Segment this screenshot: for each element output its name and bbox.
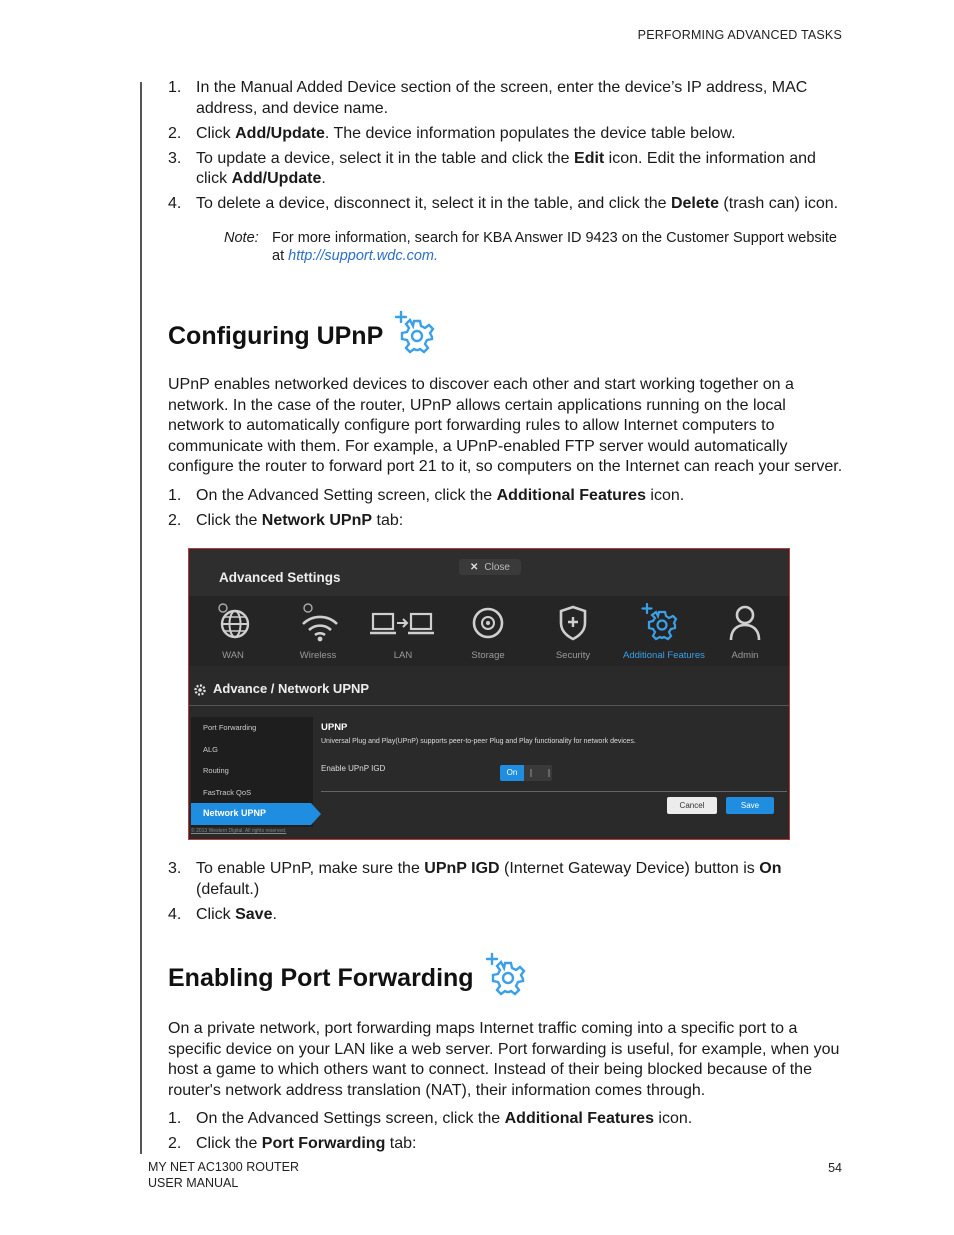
step-text: On the Advanced Setting screen, click the xyxy=(196,486,497,504)
support-link[interactable]: http://support.wdc.com. xyxy=(288,247,439,264)
list-item xyxy=(168,1134,844,1155)
fig-tab-wan[interactable] xyxy=(197,602,269,661)
main-content xyxy=(168,78,844,265)
step-text: Click xyxy=(196,905,236,923)
steps-list-a xyxy=(168,78,844,215)
step-emphasis: Additional Features xyxy=(496,486,646,504)
step-emphasis: Add/Update xyxy=(235,124,325,142)
step-number: 2. xyxy=(168,511,182,529)
step-text: (trash can) icon. xyxy=(718,195,839,212)
step-emphasis: On xyxy=(759,860,782,877)
section-heading-upnp xyxy=(168,310,844,363)
fig-close-label: Close xyxy=(484,561,510,573)
fig-tab-label: Storage xyxy=(471,650,505,661)
router-advanced-settings-screenshot xyxy=(188,548,790,840)
fig-tab-label: Additional Features xyxy=(623,650,705,661)
steps-list-b xyxy=(168,486,844,532)
step-number: 3. xyxy=(168,149,182,167)
step-text: Click xyxy=(196,124,236,142)
step-number: 1. xyxy=(168,486,182,504)
step-text: To delete a device, disconnect it, select it in the table, and click the xyxy=(196,195,671,212)
steps-list-d xyxy=(168,1109,844,1155)
fig-sidebar-item-alg[interactable]: ALG xyxy=(203,744,219,754)
step-number: 1. xyxy=(168,1110,182,1127)
fig-tab-admin[interactable] xyxy=(709,602,781,661)
list-item xyxy=(168,905,844,926)
section-title-upnp: Configuring UPnP xyxy=(168,322,384,350)
fig-upnp-panel xyxy=(319,717,789,827)
step-text: To enable UPnP, make sure the xyxy=(196,860,425,877)
port-forwarding-description: On a private network, port forwarding maps Internet traffic coming into a specific port to a specific device on your LAN like a web server. Port forwarding is useful, for example, when you host a game to which others want to connect. Instead of their being blocked because of the router's network address translation (NAT), their information comes through. xyxy=(168,1020,840,1099)
wifi-icon xyxy=(294,602,342,644)
step-number: 1. xyxy=(168,79,182,96)
step-number: 2. xyxy=(168,124,182,142)
step-text: Click the xyxy=(196,511,262,529)
fig-tab-label: Wireless xyxy=(299,650,337,661)
fig-sidebar xyxy=(191,717,313,827)
fig-tab-label: LAN xyxy=(393,650,413,661)
step-text: icon. xyxy=(653,1110,693,1127)
fig-tab-storage[interactable] xyxy=(452,602,524,661)
fig-panel-description: Universal Plug and Play(UPnP) supports peer-to-peer Plug and Play functionality for network devices. xyxy=(321,738,636,745)
fig-save-button[interactable]: Save xyxy=(726,797,774,814)
storage-disk-icon xyxy=(464,602,512,644)
step-emphasis: Add/Update xyxy=(231,170,322,187)
footer-product-line1: MY NET AC1300 ROUTER xyxy=(148,1160,299,1174)
section-heading-port-forwarding xyxy=(168,952,844,1005)
step-emphasis: Save xyxy=(235,905,273,923)
footer-product-line2: USER MANUAL xyxy=(148,1176,239,1190)
fig-sidebar-item-routing[interactable]: Routing xyxy=(203,766,229,775)
close-icon: ✕ xyxy=(470,561,479,573)
list-item xyxy=(168,1109,844,1130)
fig-breadcrumb-bar xyxy=(189,669,789,706)
step-text: . xyxy=(321,170,326,187)
fig-titlebar xyxy=(189,549,789,596)
fig-sidebar-item-fastrack-qos[interactable]: FasTrack QoS xyxy=(203,787,252,797)
fig-cancel-button[interactable]: Cancel xyxy=(667,797,717,814)
list-item xyxy=(168,859,844,900)
step-emphasis: Delete xyxy=(670,195,719,212)
fig-close-button[interactable] xyxy=(459,559,521,575)
list-item xyxy=(168,511,844,532)
fig-tab-label: WAN xyxy=(222,650,244,661)
step-text: On the Advanced Settings screen, click the xyxy=(196,1110,505,1127)
section-upnp xyxy=(168,310,844,536)
gear-icon xyxy=(193,683,207,702)
globe-icon xyxy=(209,602,257,644)
list-item xyxy=(168,78,844,119)
step-text: . xyxy=(272,905,277,923)
step-emphasis: Additional Features xyxy=(504,1110,654,1127)
step-emphasis: Network UPnP xyxy=(261,511,373,529)
step-text: tab: xyxy=(372,511,404,529)
fig-breadcrumb: Advance / Network UPNP xyxy=(213,681,370,696)
list-item xyxy=(168,194,844,215)
step-text: In the Manual Added Device section of the screen, enter the device’s IP address, MAC address, and device name. xyxy=(196,79,808,117)
step-number: 4. xyxy=(168,905,182,923)
step-text: To update a device, select it in the table and click the xyxy=(196,149,575,167)
fig-tab-lan[interactable] xyxy=(367,602,439,661)
add-settings-gear-icon xyxy=(393,310,437,363)
upnp-description: UPnP enables networked devices to discover each other and start working together on a network. In the case of the router, UPnP allows certain applications running on the local network to automatically configure port forwarding rules to allow Internet computers to communicate with them. For example, a UPnP-enabled FTP server would automatically configure the router to forward port 21 to it, so computers on the Internet can reach your server. xyxy=(168,376,843,475)
page-header: PERFORMING ADVANCED TASKS xyxy=(637,28,842,42)
fig-window-title: Advanced Settings xyxy=(219,570,341,585)
step-text: tab: xyxy=(385,1135,417,1152)
step-text: icon. Edit the information and click xyxy=(196,149,816,187)
steps-list-c xyxy=(168,859,844,925)
fig-toggle-on-label: On xyxy=(500,765,524,781)
left-margin-rule xyxy=(140,82,142,1154)
add-settings-gear-icon xyxy=(635,602,683,644)
section-title-port-forwarding: Enabling Port Forwarding xyxy=(168,964,474,992)
fig-panel-heading: UPNP xyxy=(321,722,348,733)
footer-product xyxy=(148,1159,299,1191)
fig-divider xyxy=(321,791,787,792)
list-item xyxy=(168,124,844,145)
step-emphasis: UPnP IGD xyxy=(424,860,500,877)
step-number: 2. xyxy=(168,1135,182,1152)
note xyxy=(224,229,844,265)
list-item xyxy=(168,486,844,507)
step-text: (default.) xyxy=(196,880,260,898)
step-text: icon. xyxy=(645,486,685,504)
step-text: . The device information populates the device table below. xyxy=(324,124,736,142)
step-text: Click the xyxy=(196,1135,262,1152)
shield-icon xyxy=(549,602,597,644)
fig-upnp-igd-toggle[interactable] xyxy=(500,765,552,781)
fig-tab-label: Admin xyxy=(731,650,759,661)
fig-sidebar-item-network-upnp[interactable]: Network UPNP xyxy=(191,803,311,825)
page-number: 54 xyxy=(828,1161,842,1175)
note-label: Note: xyxy=(224,229,259,246)
lan-computers-icon xyxy=(367,602,439,644)
fig-enable-upnp-label: Enable UPnP IGD xyxy=(321,764,386,773)
step-emphasis: Edit xyxy=(574,149,605,167)
fig-sidebar-item-port-forwarding[interactable]: Port Forwarding xyxy=(203,723,257,732)
fig-tab-additional-features[interactable] xyxy=(623,602,705,661)
fig-tab-wireless[interactable] xyxy=(282,602,354,661)
steps-after-figure xyxy=(168,859,844,930)
add-settings-gear-icon xyxy=(484,952,528,1005)
toggle-grip-icon xyxy=(530,769,550,777)
user-icon xyxy=(721,602,769,644)
note-text: For more information, search for KBA Answer ID 9423 on the Customer Support website at xyxy=(272,229,837,264)
step-text: (Internet Gateway Device) button is xyxy=(499,860,760,877)
fig-tab-label: Security xyxy=(555,650,591,661)
section-port-forwarding xyxy=(168,952,844,1159)
fig-copyright[interactable]: © 2013 Western Digital. All rights reserved. xyxy=(191,828,287,834)
step-number: 3. xyxy=(168,860,182,877)
step-number: 4. xyxy=(168,195,182,212)
list-item xyxy=(168,149,844,190)
step-emphasis: Port Forwarding xyxy=(261,1135,386,1152)
fig-category-icons xyxy=(189,596,789,666)
fig-tab-security[interactable] xyxy=(537,602,609,661)
